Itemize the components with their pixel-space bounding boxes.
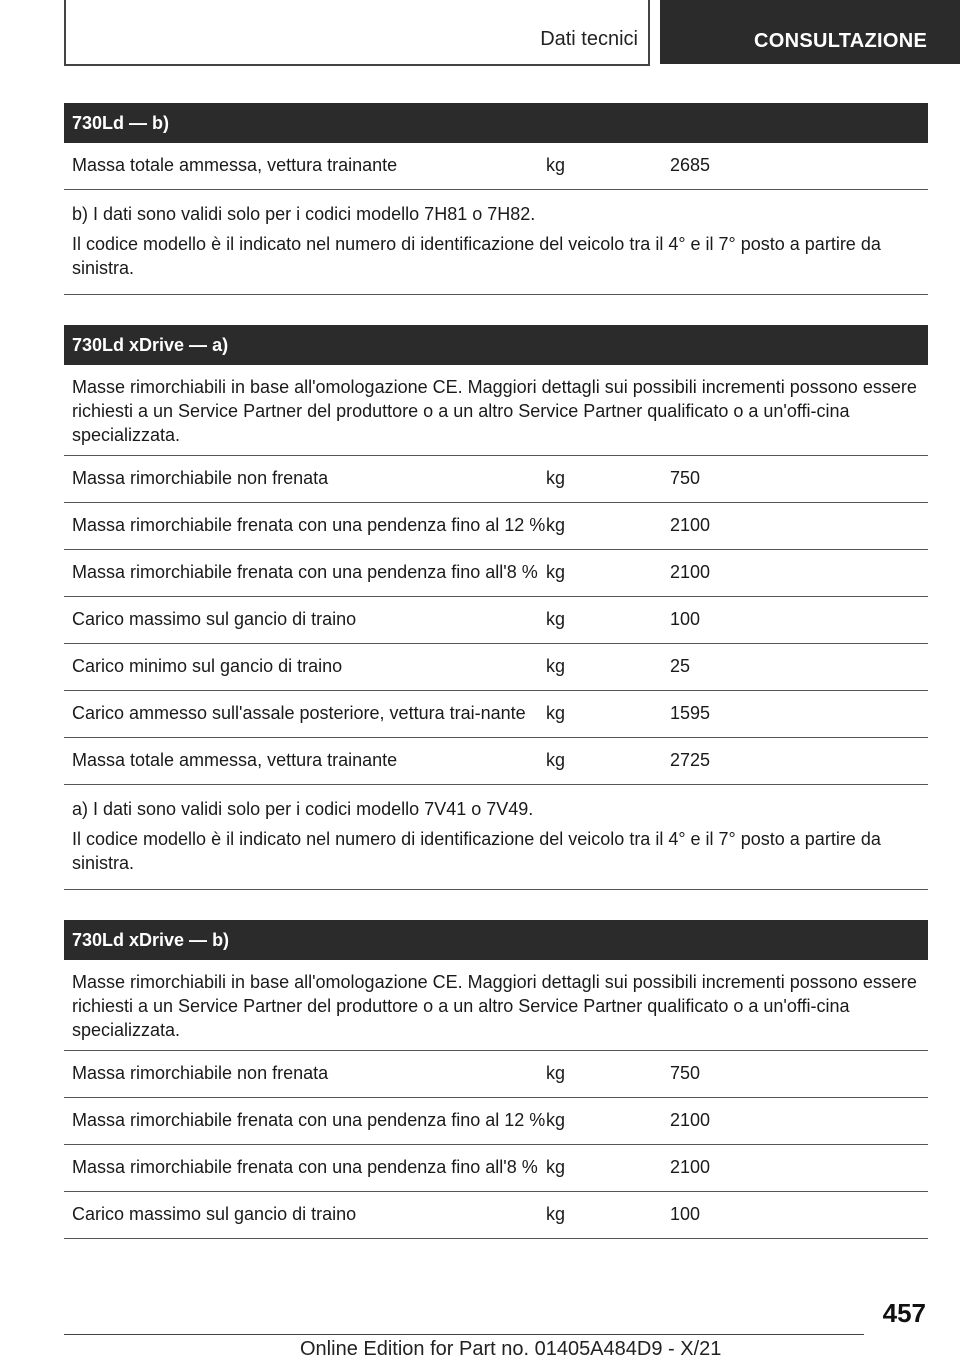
- table-row: [64, 550, 928, 597]
- row-label: Carico massimo sul gancio di traino: [72, 1204, 357, 1224]
- spec-table-730ld-xdrive-a: [64, 325, 928, 890]
- table-title: 730Ld xDrive — a): [64, 325, 928, 365]
- row-unit: kg: [546, 155, 566, 175]
- row-unit: kg: [546, 1204, 566, 1224]
- row-value: 100: [670, 1204, 701, 1224]
- content: [64, 103, 928, 1269]
- row-value: 2100: [670, 562, 711, 582]
- row-value: 1595: [670, 703, 711, 723]
- table-row: [64, 691, 928, 738]
- row-unit: kg: [546, 703, 566, 723]
- table-notes: [64, 785, 928, 890]
- row-label: Carico ammesso sull'assale posteriore, vettura trai-nante: [72, 703, 526, 723]
- row-label: Carico minimo sul gancio di traino: [72, 656, 343, 676]
- table-description: Masse rimorchiabili in base all'omologazione CE. Maggiori dettagli sui possibili incrementi possono essere richiesti a un Service Partner del produttore o a un altro Service Partner qualificato o a un'offi-cina specializzata.: [64, 365, 928, 456]
- table-row: [64, 738, 928, 785]
- header-section-title: Dati tecnici: [540, 28, 638, 50]
- table-row: [64, 456, 928, 503]
- row-value: 2685: [670, 155, 711, 175]
- table-row: [64, 1145, 928, 1192]
- table-title: 730Ld xDrive — b): [64, 920, 928, 960]
- row-label: Massa rimorchiabile frenata con una pendenza fino al 12 %: [72, 515, 546, 535]
- row-unit: kg: [546, 609, 566, 629]
- row-unit: kg: [546, 1063, 566, 1083]
- table-row: [64, 1051, 928, 1098]
- row-unit: kg: [546, 562, 566, 582]
- row-unit: kg: [546, 515, 566, 535]
- row-value: 2100: [670, 1110, 711, 1130]
- spec-table-730ld-b: [64, 103, 928, 295]
- table-row: [64, 1192, 928, 1239]
- table-row: [64, 143, 928, 190]
- table-row: [64, 1098, 928, 1145]
- edition-text: Online Edition for Part no. 01405A484D9 - X/21: [300, 1338, 722, 1360]
- row-unit: kg: [546, 750, 566, 770]
- table-description: Masse rimorchiabili in base all'omologazione CE. Maggiori dettagli sui possibili incrementi possono essere richiesti a un Service Partner del produttore o a un altro Service Partner qualificato o a un'offi-cina specializzata.: [64, 960, 928, 1051]
- footer-divider: [64, 1334, 864, 1335]
- page-number: 457: [882, 1298, 926, 1328]
- row-value: 25: [670, 656, 691, 676]
- row-value: 2100: [670, 1157, 711, 1177]
- row-label: Massa rimorchiabile frenata con una pendenza fino all'8 %: [72, 1157, 538, 1177]
- header-chapter-tab: CONSULTAZIONE: [660, 0, 960, 64]
- table-notes: [64, 190, 928, 295]
- row-label: Massa totale ammessa, vettura trainante: [72, 155, 398, 175]
- table-title: 730Ld — b): [64, 103, 928, 143]
- row-unit: kg: [546, 468, 566, 488]
- table-row: [64, 503, 928, 550]
- note-text: a) I dati sono validi solo per i codici modello 7V41 o 7V49.: [72, 799, 534, 819]
- row-label: Massa rimorchiabile non frenata: [72, 468, 329, 488]
- note-text: b) I dati sono validi solo per i codici modello 7H81 o 7H82.: [72, 204, 536, 224]
- row-value: 750: [670, 468, 701, 488]
- row-unit: kg: [546, 656, 566, 676]
- row-label: Massa totale ammessa, vettura trainante: [72, 750, 398, 770]
- page-header: [0, 0, 960, 66]
- page-footer: [0, 1290, 960, 1362]
- row-value: 100: [670, 609, 701, 629]
- spec-table-730ld-xdrive-b: [64, 920, 928, 1239]
- row-unit: kg: [546, 1157, 566, 1177]
- row-value: 2725: [670, 750, 711, 770]
- row-label: Carico massimo sul gancio di traino: [72, 609, 357, 629]
- note-text: Il codice modello è il indicato nel numero di identificazione del veicolo tra il 4° e il 7° posto a partire da sinistra.: [72, 234, 881, 278]
- row-value: 750: [670, 1063, 701, 1083]
- row-unit: kg: [546, 1110, 566, 1130]
- row-label: Massa rimorchiabile non frenata: [72, 1063, 329, 1083]
- row-value: 2100: [670, 515, 711, 535]
- note-text: Il codice modello è il indicato nel numero di identificazione del veicolo tra il 4° e il 7° posto a partire da sinistra.: [72, 829, 881, 873]
- row-label: Massa rimorchiabile frenata con una pendenza fino al 12 %: [72, 1110, 546, 1130]
- row-label: Massa rimorchiabile frenata con una pendenza fino all'8 %: [72, 562, 538, 582]
- table-row: [64, 597, 928, 644]
- table-row: [64, 644, 928, 691]
